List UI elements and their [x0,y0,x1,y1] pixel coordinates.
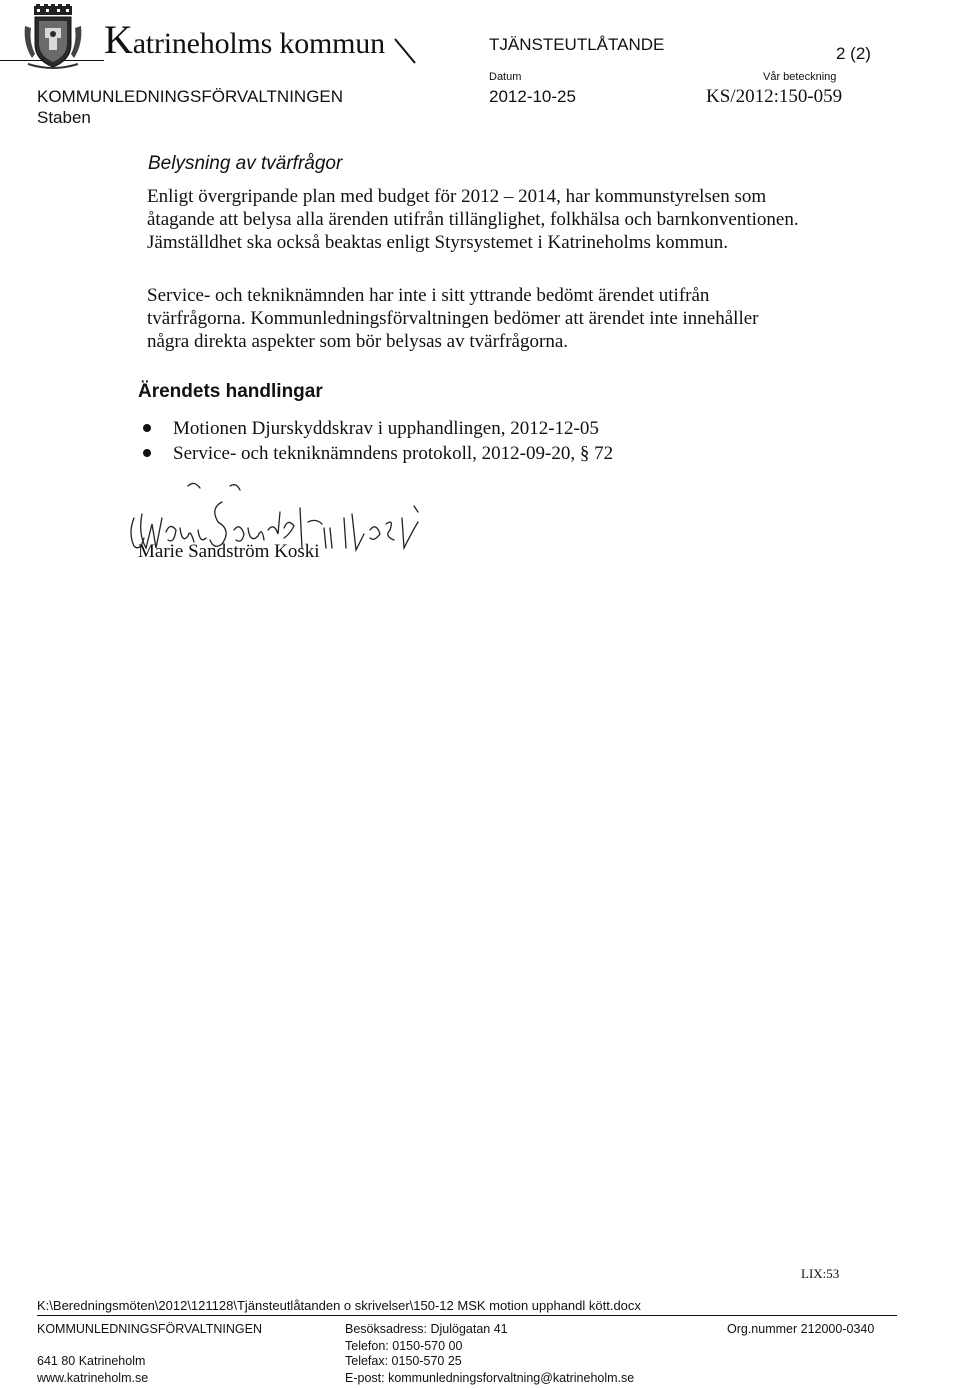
paragraph-line: Enligt övergripande plan med budget för 2012 – 2014, har kommunstyrelsen som [147,186,767,207]
footer-org-number: Org.nummer 212000-0340 [727,1322,875,1336]
footer-visiting-address: Besöksadress: Djulögatan 41 [345,1322,508,1336]
paragraph-assessment [147,284,867,353]
footer-department: KOMMUNLEDNINGSFÖRVALTNINGEN [37,1322,263,1336]
document-type: TJÄNSTEUTLÅTANDE [489,35,665,54]
paragraph-line: tvärfrågorna. Kommunledningsförvaltningen bedömer att ärendet inte innehåller [147,308,759,329]
footer-fax: Telefax: 0150-570 25 [345,1354,462,1368]
bullet-icon [143,424,151,432]
paragraph-line: åtagande att belysa alla ärenden utifrån tillänglighet, folkhälsa och barnkonventionen. [147,209,799,230]
paragraph-cross-issues [147,185,867,254]
footer-postal-address: 641 80 Katrineholm [37,1354,146,1368]
paragraph-line: Service- och tekniknämnden har inte i sitt yttrande bedömt ärendet utifrån [147,285,710,306]
reference-label: Vår beteckning [763,71,837,83]
lix-readability: LIX:53 [801,1266,840,1281]
unit-name: Staben [37,108,91,127]
paragraph-line: några direkta aspekter som bör belysas av tvärfrågorna. [147,331,568,352]
handwritten-signature [118,478,438,580]
footer-website: www.katrineholm.se [37,1371,149,1385]
signer-name: Marie Sandström Koski [138,541,320,562]
reference-number: KS/2012:150-059 [706,86,843,107]
document-date: 2012-10-25 [489,87,576,106]
bullet-icon [143,449,151,457]
footer-phone: Telefon: 0150-570 00 [345,1339,463,1353]
department-name: KOMMUNLEDNINGSFÖRVALTNINGEN [37,87,344,106]
list-item [143,418,599,440]
logo-tick-mark [394,38,416,64]
list-item-text: Service- och tekniknämndens protokoll, 2012-09-20, § 72 [173,443,614,464]
file-path: K:\Beredningsmöten\2012\121128\Tjänsteutlåtanden o skrivelser\150-12 MSK motion upphandl kött.docx [37,1298,641,1313]
paragraph-line: Jämställdhet ska också beaktas enligt Styrsystemet i Katrineholms kommun. [147,232,728,253]
municipal-crest-icon [22,4,84,70]
section-heading: Belysning av tvärfrågor [148,153,343,174]
date-label: Datum [489,71,522,83]
organisation-name: Katrineholms kommun [104,17,385,62]
list-item [143,443,613,465]
page-number: 2 (2) [836,44,871,63]
documents-heading: Ärendets handlingar [138,381,323,402]
footer-email: E-post: kommunledningsforvaltning@katrineholm.se [345,1371,635,1385]
list-item-text: Motionen Djurskyddskrav i upphandlingen, 2012-12-05 [173,418,599,439]
footer-rule [37,1315,897,1316]
